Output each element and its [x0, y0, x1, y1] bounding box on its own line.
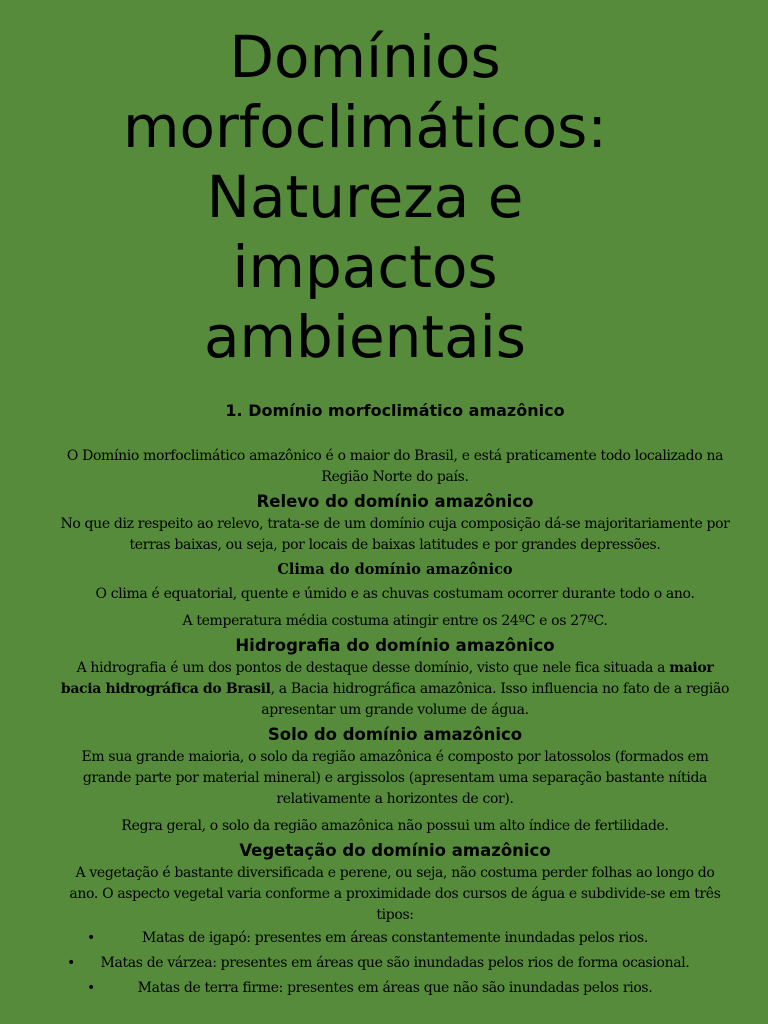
hidrografia-text-before: A hidrografia é um dos pontos de destaque desse domínio, visto que nele fica situada a: [76, 660, 670, 676]
page-title: [0, 22, 730, 372]
bullet-icon: •: [67, 955, 75, 971]
clima-temperature-paragraph: A temperatura média costuma atingir entre os 24ºC e os 27ºC.: [182, 613, 608, 629]
list-item-text: Matas de igapó: presentes em áreas constantemente inundadas pelos rios.: [142, 930, 648, 946]
clima-heading: Clima do domínio amazônico: [277, 561, 513, 578]
document-body: [60, 398, 730, 1003]
list-item: [60, 928, 730, 949]
title-line: impactos: [232, 233, 498, 301]
solo-paragraph: Em sua grande maioria, o solo da região amazônica é composto por latossolos (formados em grande parte por material mineral) e argissolos (apresentam uma separação bastante nítida relativamente a horizontes de cor).: [81, 749, 709, 807]
bullet-icon: •: [87, 980, 95, 996]
solo-fertility-paragraph: Regra geral, o solo da região amazônica não possui um alto índice de fertilidade.: [121, 818, 669, 834]
list-item-text: Matas de terra firme: presentes em áreas que não são inundadas pelos rios.: [137, 980, 653, 996]
vegetacao-heading: Vegetação do domínio amazônico: [239, 841, 551, 860]
relevo-paragraph: No que diz respeito ao relevo, trata-se de um domínio cuja composição dá-se majoritariamente por terras baixas, ou seja, por locais de baixas latitudes e por grandes depressões.: [60, 516, 730, 553]
title-line: Natureza e: [206, 163, 524, 231]
title-line: morfoclimáticos:: [123, 93, 607, 161]
list-item: [60, 953, 730, 974]
vegetation-types-list: [60, 928, 730, 999]
relevo-heading: Relevo do domínio amazônico: [256, 492, 534, 511]
list-item: [60, 978, 730, 999]
list-item-text: Matas de várzea: presentes em áreas que são inundadas pelos rios de forma ocasional.: [100, 955, 690, 971]
title-line: ambientais: [203, 303, 527, 371]
solo-heading: Solo do domínio amazônico: [267, 725, 523, 744]
clima-paragraph: O clima é equatorial, quente e úmido e as chuvas costumam ocorrer durante todo o ano.: [95, 586, 695, 602]
hidrografia-paragraph: [60, 658, 730, 721]
hidrografia-heading: Hidrografia do domínio amazônico: [235, 636, 555, 655]
hidrografia-text-after: , a Bacia hidrográfica amazônica. Isso influencia no fato de a região apresentar um grande volume de água.: [261, 681, 730, 718]
intro-paragraph: O Domínio morfoclimático amazônico é o maior do Brasil, e está praticamente todo localizado na Região Norte do país.: [66, 448, 724, 485]
vegetacao-paragraph: A vegetação é bastante diversificada e perene, ou seja, não costuma perder folhas ao longo do ano. O aspecto vegetal varia conforme a proximidade dos cursos de água e subdivide-se em três tipos:: [69, 865, 721, 923]
hidrografia-text-bold: maior bacia hidrográfica do Brasil: [60, 660, 714, 697]
title-line: Domínios: [229, 23, 501, 91]
bullet-icon: •: [87, 930, 95, 946]
section-heading: 1. Domínio morfoclimático amazônico: [225, 401, 565, 420]
